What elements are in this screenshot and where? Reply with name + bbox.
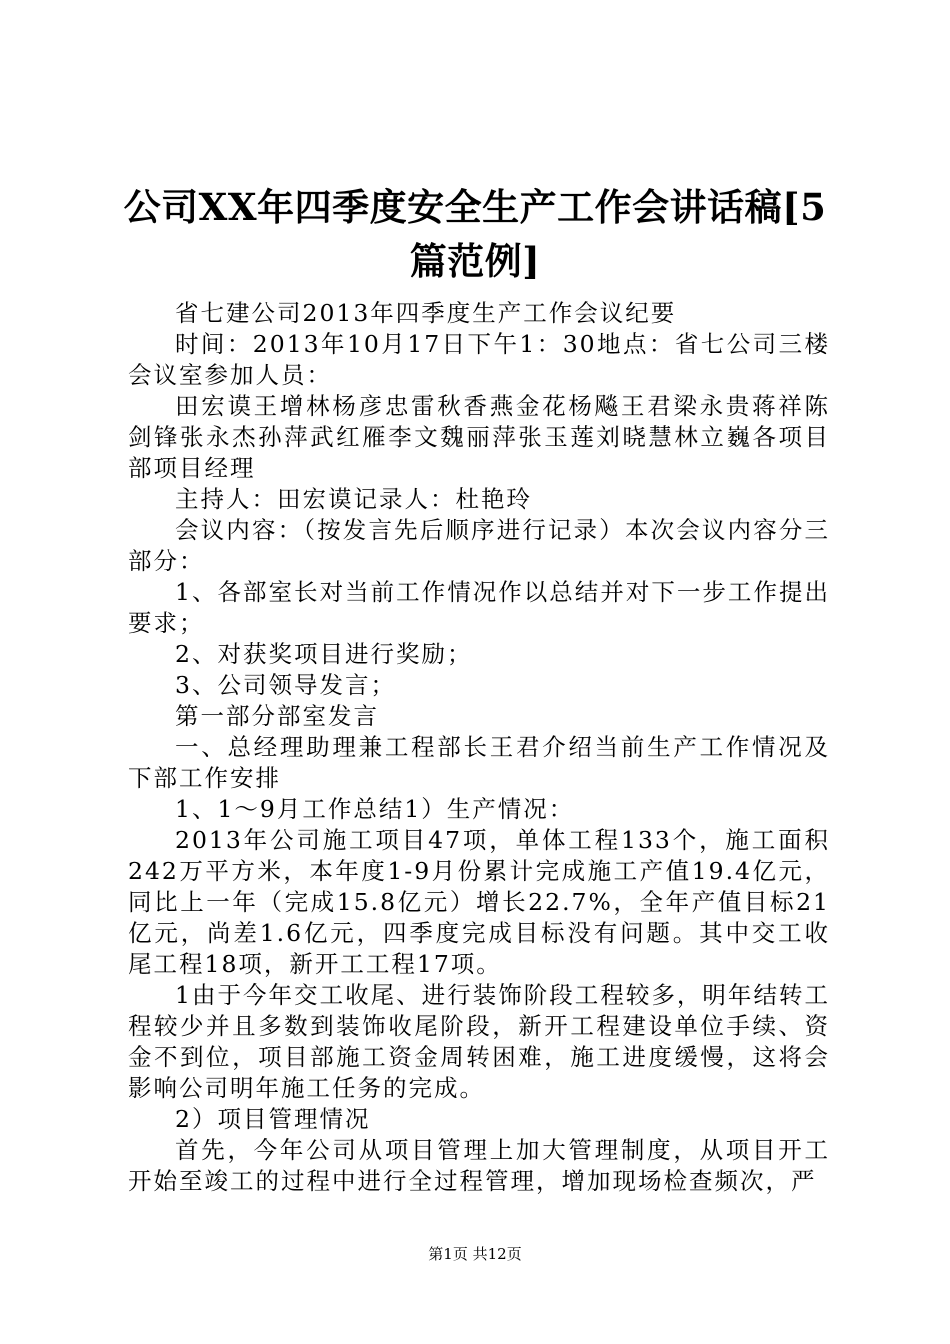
- paragraph: 田宏谟王增林杨彦忠雷秋香燕金花杨飚王君梁永贵蒋祥陈剑锋张永杰孙萍武红雁李文魏丽萍张玉莲刘晓慧林立巍各项目部项目经理: [128, 392, 830, 482]
- paragraph: 第一部分部室发言: [175, 702, 379, 730]
- page-number: 第1页 共12页: [428, 1245, 522, 1263]
- paragraph: 1、1～9月工作总结1）生产情况：: [175, 795, 575, 823]
- paragraph: 2）项目管理情况: [175, 1105, 371, 1133]
- paragraph: 主持人：田宏谟记录人：杜艳玲: [175, 485, 532, 513]
- paragraph: 会议内容：（按发言先后顺序进行记录）本次会议内容分三部分：: [128, 516, 830, 575]
- document-body: [128, 298, 830, 1197]
- paragraph: 1由于今年交工收尾、进行装饰阶段工程较多，明年结转工程较少并且多数到装饰收尾阶段，新开工程建设单位手续、资金不到位，项目部施工资金周转困难，施工进度缓慢，这将会影响公司明年施工任务的完成。: [128, 981, 830, 1102]
- paragraph: 2013年公司施工项目47项，单体工程133个，施工面积242万平方米，本年度1-9月份累计完成施工产值19.4亿元，同比上一年（完成15.8亿元）增长22.7%，全年产值目标21亿元，尚差1.6亿元，四季度完成目标没有问题。其中交工收尾工程18项，新开工工程17项。: [128, 826, 830, 978]
- page-footer: [0, 1244, 950, 1264]
- paragraph: 一、总经理助理兼工程部长王君介绍当前生产工作情况及下部工作安排: [128, 733, 830, 792]
- paragraph: 1、各部室长对当前工作情况作以总结并对下一步工作提出要求；: [128, 578, 830, 637]
- paragraph: 3、公司领导发言；: [175, 671, 396, 699]
- document-title: 公司XX年四季度安全生产工作会讲话稿[5篇范例]: [123, 185, 827, 283]
- paragraph: 省七建公司2013年四季度生产工作会议纪要: [175, 299, 677, 327]
- paragraph: 时间：2013年10月17日下午1：30地点：省七公司三楼会议室参加人员：: [128, 330, 830, 389]
- paragraph: 首先，今年公司从项目管理上加大管理制度，从项目开工开始至竣工的过程中进行全过程管理，增加现场检查频次，严: [128, 1136, 830, 1195]
- paragraph: 2、对获奖项目进行奖励；: [175, 640, 473, 668]
